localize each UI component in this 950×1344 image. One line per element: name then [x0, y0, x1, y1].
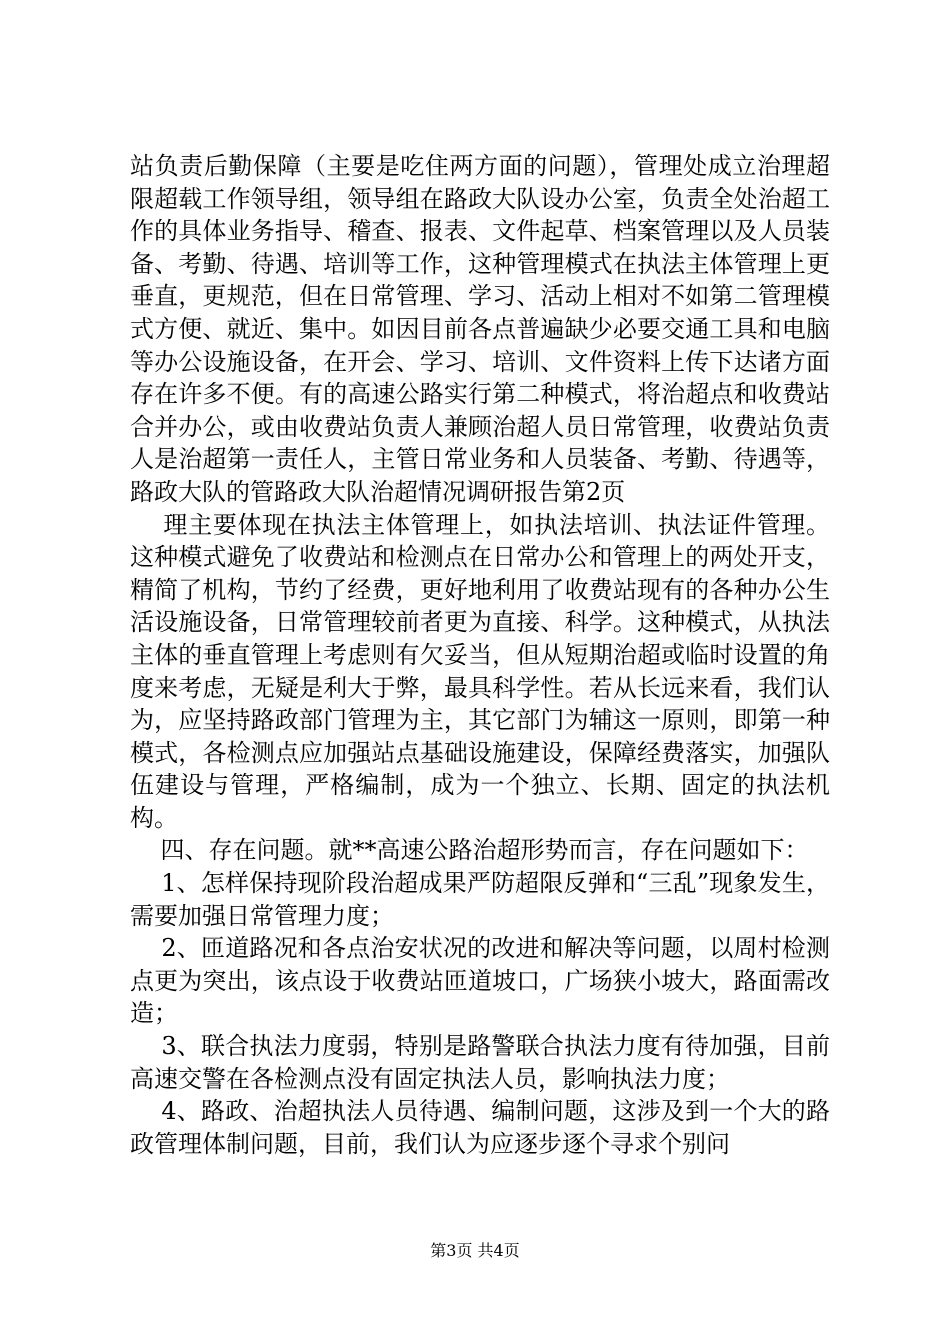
document-body	[130, 150, 830, 1160]
page-number-footer: 第3页 共4页	[430, 1241, 520, 1260]
paragraph-4: 1、怎样保持现阶段治超成果严防超限反弹和“三乱”现象发生，需要加强日常管理力度；	[130, 869, 831, 930]
paragraph-2: 理主要体现在执法主体管理上，如执法培训、执法证件管理。这种模式避免了收费站和检测点在日常办公和管理上的两处开支，精简了机构，节约了经费，更好地利用了收费站现有的各种办公生活设施设备，日常管理较前者更为直接、科学。这种模式，从执法主体的垂直管理上考虑则有欠妥当，但从短期治超或临时设置的角度来考虑，无疑是利大于弊，最具科学性。若从长远来看，我们认为，应坚持路政部门管理为主，其它部门为辅这一原则，即第一种模式，各检测点应加强站点基础设施建设，保障经费落实，加强队伍建设与管理，严格编制，成为一个独立、长期、固定的执法机构。	[130, 510, 831, 832]
paragraph-7: 4、路政、治超执法人员待遇、编制问题，这涉及到一个大的路政管理体制问题，目前，我们认为应逐步逐个寻求个别问	[130, 1097, 830, 1158]
paragraph-1: 站负责后勤保障（主要是吃住两方面的问题），管理处成立治理超限超载工作领导组，领导组在路政大队设办公室，负责全处治超工作的具体业务指导、稽查、报表、文件起草、档案管理以及人员装备、考勤、待遇、培训等工作，这种管理模式在执法主体管理上更垂直，更规范，但在日常管理、学习、活动上相对不如第二管理模式方便、就近、集中。如因目前各点普遍缺少必要交通工具和电脑等办公设施设备，在开会、学习、培训、文件资料上传下达诸方面存在许多不便。有的高速公路实行第二种模式，将治超点和收费站合并办公，或由收费站负责人兼顾治超人员日常管理，收费站负责人是治超第一责任人，主管日常业务和人员装备、考勤、待遇等，路政大队的管路政大队治超情况调研报告第2页	[130, 152, 830, 506]
paragraph-5: 2、匝道路况和各点治安状况的改进和解决等问题，以周村检测点更为突出，该点设于收费站匝道坡口，广场狭小坡大，路面需改造；	[130, 934, 830, 1028]
paragraph-3: 四、存在问题。就**高速公路治超形势而言，存在问题如下：	[130, 836, 809, 865]
paragraph-6: 3、联合执法力度弱，特别是路警联合执法力度有待加强，目前高速交警在各检测点没有固定执法人员，影响执法力度；	[130, 1032, 830, 1093]
